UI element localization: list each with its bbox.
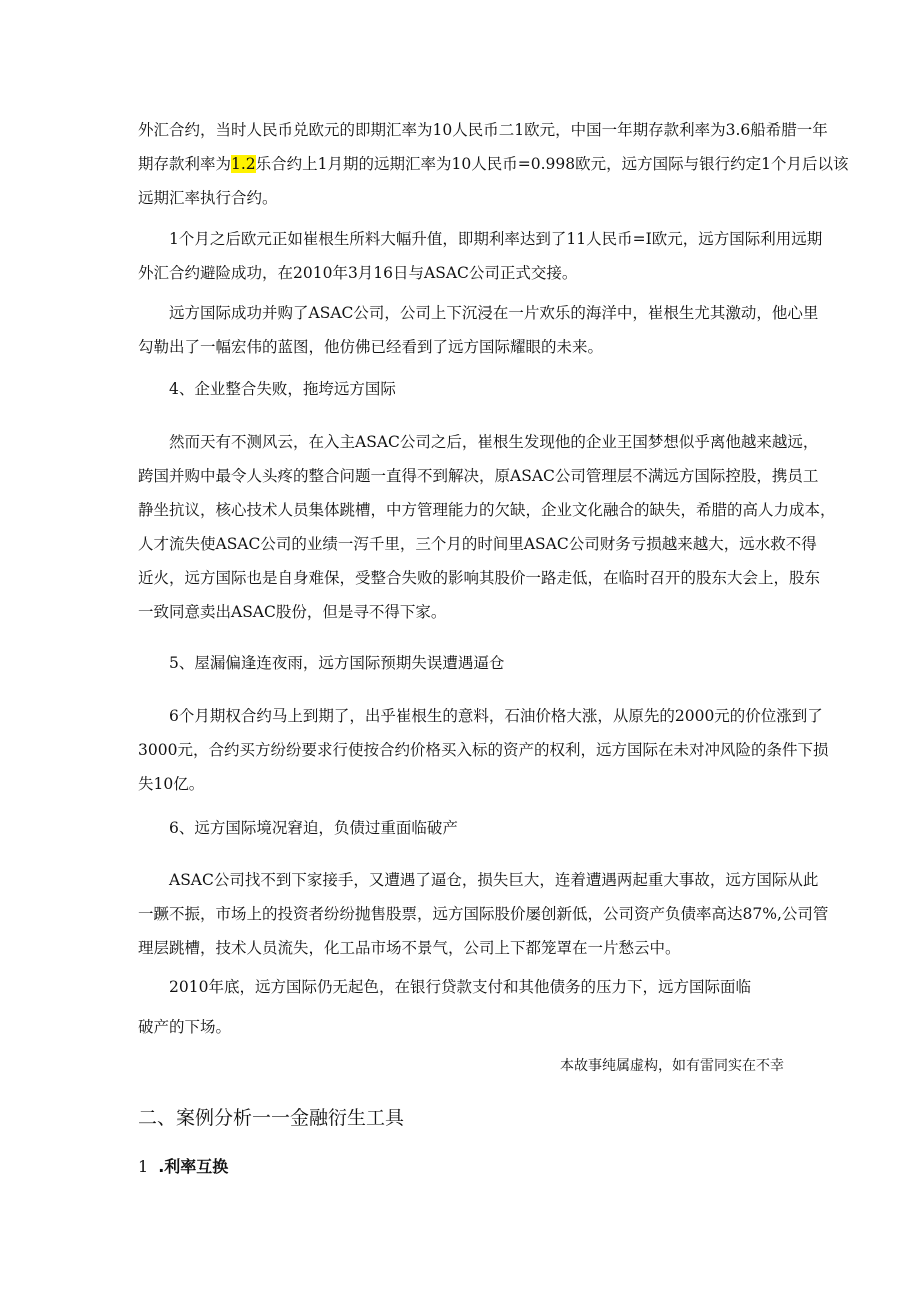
text-line: 远期汇率执行合约。 — [138, 189, 278, 207]
text-line: 然而天有不测风云，在入主ASAC公司之后，崔根生发现他的企业王国梦想似乎离他越来越远， — [169, 433, 819, 451]
text-line: 近火，远方国际也是自身难保，受整合失败的影响其股价一路走低，在临时召开的股东大会上，股东 — [138, 569, 821, 587]
section-title: 二、案例分析一一金融衍生工具 — [138, 1107, 405, 1129]
text-line: 破产的下场。 — [138, 1018, 232, 1036]
text-fragment: 乐合约上1月期的远期汇率为10人民币=0.998欧元，远方国际与银行约定1个月后以该 — [255, 155, 849, 173]
text-line: 理层跳槽，技术人员流失，化工品市场不景气，公司上下都笼罩在一片愁云中。 — [138, 939, 681, 957]
paragraph-7 — [138, 970, 784, 1044]
text-line: ASAC公司找不到下家接手，又遭遇了逼仓，损失巨大，连着遭遇两起重大事故，远方国际从此 — [169, 871, 819, 889]
text-line: 一蹶不振，市场上的投资者纷纷抛售股票，远方国际股价屡创新低，公司资产负债率高达87%,公司管 — [138, 905, 829, 923]
text-line: 1个月之后欧元正如崔根生所料大幅升值，即期利率达到了11人民币=I欧元，远方国际利用远期 — [169, 230, 823, 248]
text-line — [138, 147, 849, 181]
heading-4: 4、企业整合失败，拖垮远方国际 — [169, 380, 396, 398]
heading-6: 6、远方国际境况窘迫，负债过重面临破产 — [169, 819, 458, 837]
text-line: 2010年底，远方国际仍无起色，在银行贷款支付和其他债务的压力下，远方国际面临 — [169, 978, 751, 996]
text-line: 人才流失使ASAC公司的业绩一泻千里，三个月的时间里ASAC公司财务亏损越来越大，远水救不得 — [138, 535, 817, 553]
text-line: 一致同意卖出ASAC股份，但是寻不得下家。 — [138, 603, 447, 621]
text-line: 3000元，合约买方纷纷要求行使按合约价格买入标的资产的权利，远方国际在未对冲风险的条件下损 — [138, 741, 829, 759]
text-line: 外汇合约避险成功，在2010年3月16日与ASAC公司正式交接。 — [138, 264, 578, 282]
highlighted-text: 1.2 — [231, 155, 256, 173]
paragraph-6 — [138, 863, 829, 965]
text-line: 远方国际成功并购了ASAC公司，公司上下沉浸在一片欢乐的海洋中，崔根生尤其激动，他心里 — [169, 304, 819, 322]
text-fragment: 期存款利率为 — [138, 155, 232, 173]
disclaimer-note: 本故事纯属虚构，如有雷同实在不幸 — [560, 1058, 784, 1074]
paragraph-3 — [138, 296, 819, 364]
subsection-number: 1 — [138, 1157, 149, 1176]
heading-5: 5、屋漏偏逢连夜雨，远方国际预期失误遭遇逼仓 — [169, 654, 505, 672]
paragraph-5 — [138, 699, 829, 801]
text-line: 外汇合约，当时人民币兑欧元的即期汇率为10人民币二1欧元，中国一年期存款利率为3.6船希腊一年 — [138, 121, 828, 139]
text-line: 失10亿。 — [138, 775, 205, 793]
text-line: 静坐抗议，核心技术人员集体跳槽，中方管理能力的欠缺，企业文化融合的缺失，希腊的高人力成本， — [138, 501, 836, 519]
text-line: 勾勒出了一幅宏伟的蓝图，他仿佛已经看到了远方国际耀眼的未来。 — [138, 338, 604, 356]
text-line: 跨国并购中最令人头疼的整合问题一直得不到解决，原ASAC公司管理层不满远方国际控股，携员工 — [138, 467, 819, 485]
paragraph-1 — [138, 113, 849, 215]
subsection-title — [138, 1154, 228, 1177]
text-line: 6个月期权合约马上到期了，出乎崔根生的意料，石油价格大涨，从原先的2000元的价位涨到了 — [169, 707, 823, 725]
paragraph-2 — [138, 222, 823, 290]
subsection-label: .利率互换 — [158, 1157, 229, 1176]
paragraph-4 — [138, 425, 836, 629]
